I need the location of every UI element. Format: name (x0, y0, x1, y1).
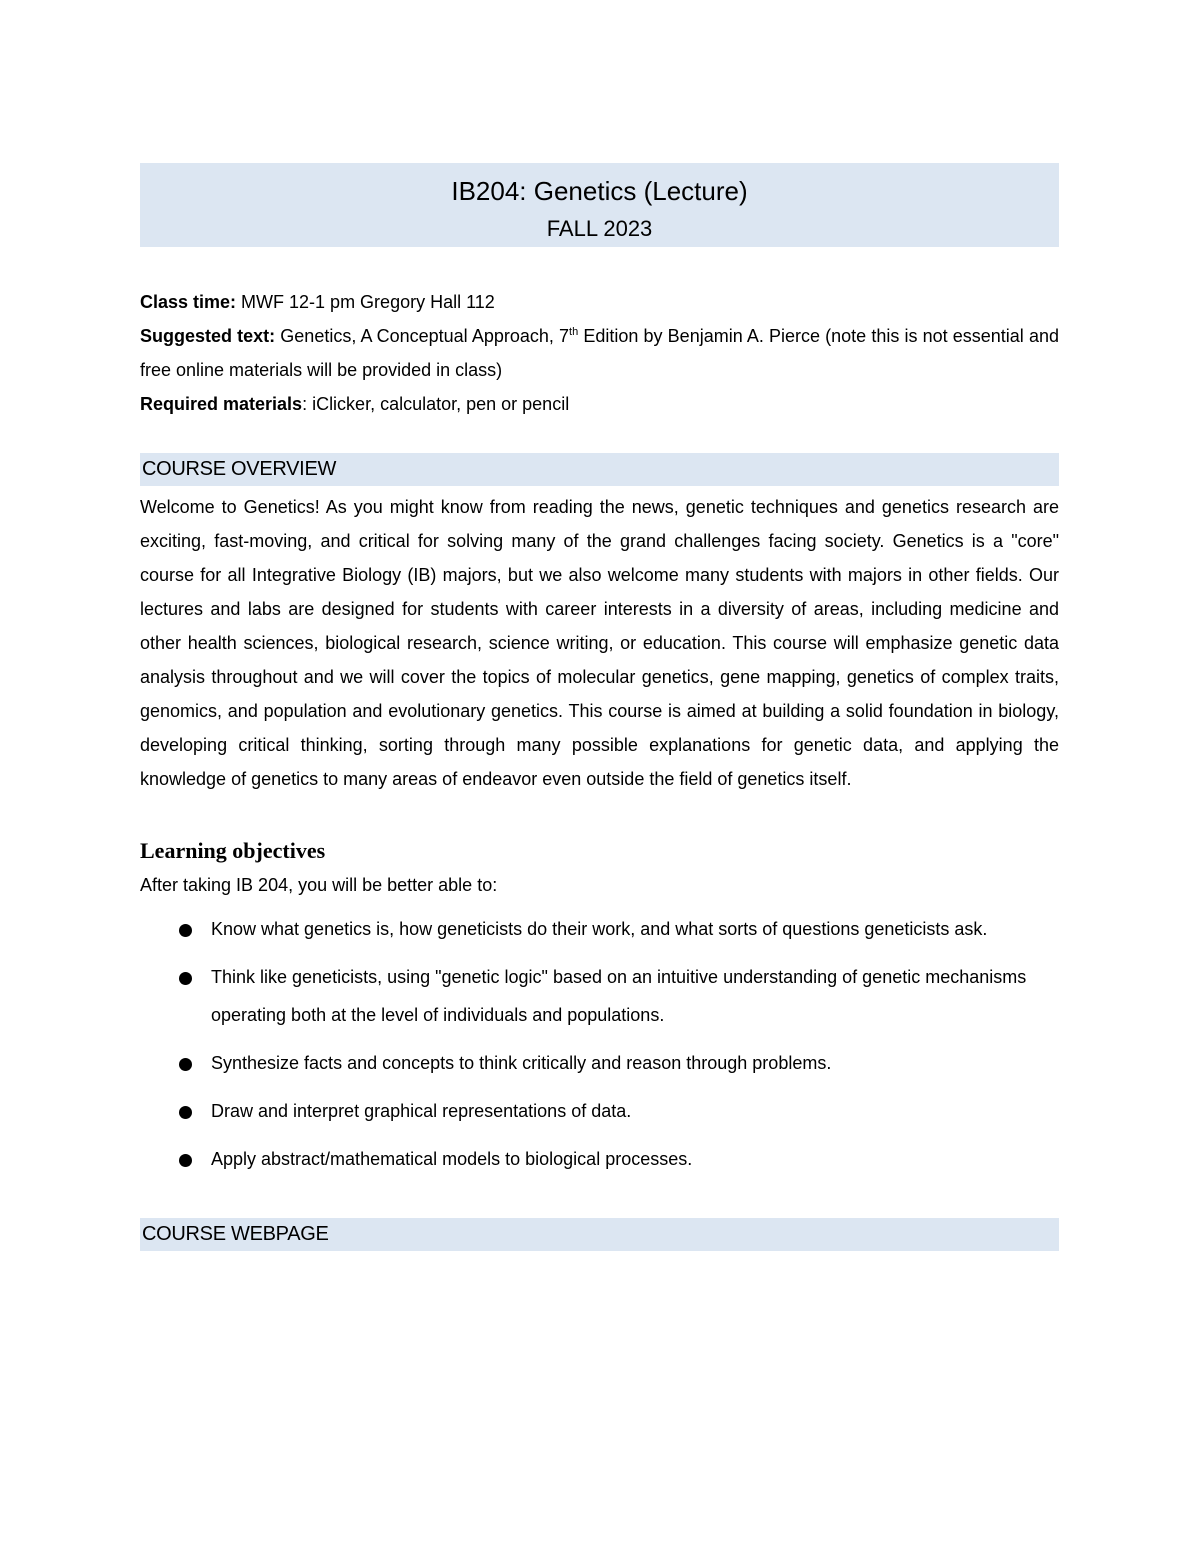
learning-objectives-heading: Learning objectives (140, 838, 326, 863)
class-time-line (140, 285, 1059, 319)
syllabus-page (140, 163, 1059, 1251)
objective-text: Know what genetics is, how geneticists do their work, and what sorts of questions geneticists ask. (211, 919, 988, 939)
objective-text: Apply abstract/mathematical models to biological processes. (211, 1149, 693, 1169)
class-time-label: Class time: (140, 292, 237, 312)
list-item (140, 910, 1059, 948)
course-term: FALL 2023 (546, 216, 653, 241)
learning-objectives-intro: After taking IB 204, you will be better able to: (140, 875, 498, 895)
suggested-text-line (140, 319, 1059, 387)
objective-text: Think like geneticists, using "genetic logic" based on an intuitive understanding of genetic mechanisms operating both at the level of individuals and populations. (211, 967, 1027, 1025)
bullet-icon (179, 972, 192, 985)
course-overview-text: Welcome to Genetics! As you might know from reading the news, genetic techniques and genetics research are exciting, fast-moving, and critical for solving many of the grand challenges facing society. Genetics is a "core" course for all Integrative Biology (IB) majors, but we also welcome many students with majors in other fields. Our lectures and labs are designed for students with career interests in a diversity of areas, including medicine and other health sciences, biological research, science writing, or education. This course will emphasize genetic data analysis throughout and we will cover the topics of molecular genetics, gene mapping, genetics of complex traits, genomics, and population and evolutionary genetics. This course is aimed at building a solid foundation in biology, developing critical thinking, sorting through many possible explanations for genetic data, and applying the knowledge of genetics to many areas of endeavor even outside the field of genetics itself. (140, 497, 1059, 789)
edition-superscript: th (569, 326, 579, 338)
bullet-icon (179, 1154, 192, 1167)
bullet-icon (179, 1058, 192, 1071)
course-webpage-heading: COURSE WEBPAGE (140, 1218, 1059, 1251)
list-item (140, 1044, 1059, 1082)
list-item (140, 1092, 1059, 1130)
materials-line (140, 387, 1059, 421)
objective-text: Draw and interpret graphical representations of data. (211, 1101, 632, 1121)
suggested-text-value: Genetics, A Conceptual Approach, 7 (275, 326, 570, 346)
bullet-icon (179, 1106, 192, 1119)
list-item (140, 958, 1059, 1034)
objectives-list (140, 910, 1059, 1178)
course-overview-heading: COURSE OVERVIEW (140, 453, 1059, 486)
materials-label: Required materials (140, 394, 303, 414)
course-info (140, 285, 1059, 421)
objective-text: Synthesize facts and concepts to think critically and reason through problems. (211, 1053, 832, 1073)
list-item (140, 1140, 1059, 1178)
bullet-icon (179, 924, 192, 937)
suggested-text-rest: Edition by Benjamin A. Pierce (note this is not essential and free online materials will be provided in class) (140, 326, 1059, 380)
title-band (140, 163, 1059, 247)
materials-value: : iClicker, calculator, pen or pencil (302, 394, 570, 414)
course-title: IB204: Genetics (Lecture) (451, 176, 748, 206)
suggested-text-label: Suggested text: (140, 326, 276, 346)
class-time-value: MWF 12-1 pm Gregory Hall 112 (236, 292, 495, 312)
